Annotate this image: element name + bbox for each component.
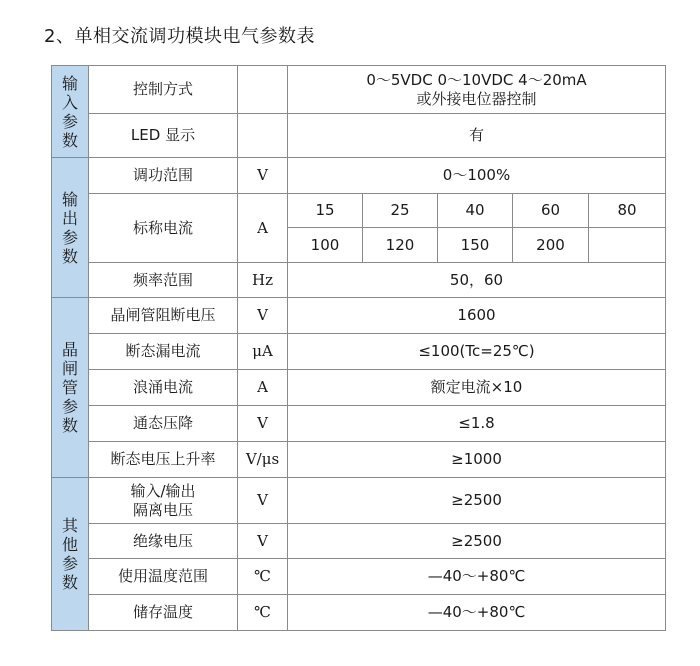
param-unit: V [238, 524, 288, 559]
param-unit: ℃ [238, 559, 288, 595]
param-value: ≥2500 [288, 478, 666, 524]
param-unit: A [238, 370, 288, 406]
current-value: 100 [288, 228, 363, 263]
param-value: 1600 [288, 298, 666, 334]
param-value: 0～100% [288, 158, 666, 194]
param-unit: ℃ [238, 595, 288, 631]
param-name: 标称电流 [89, 194, 238, 263]
param-unit: V [238, 478, 288, 524]
current-value: 15 [288, 194, 363, 228]
table-row [52, 406, 666, 442]
param-unit: V [238, 406, 288, 442]
current-value: 200 [513, 228, 589, 263]
group-scr: 晶闸管参数 [52, 298, 89, 478]
param-name: 断态漏电流 [89, 334, 238, 370]
param-unit: Hz [238, 263, 288, 298]
table-row [52, 114, 666, 158]
param-value: 50，60 [288, 263, 666, 298]
param-name: 断态电压上升率 [89, 442, 238, 478]
table-row [52, 442, 666, 478]
param-name: 调功范围 [89, 158, 238, 194]
group-input: 输入参数 [52, 66, 89, 158]
param-name: 绝缘电压 [89, 524, 238, 559]
param-value: 额定电流×10 [288, 370, 666, 406]
table-row [52, 478, 666, 524]
table-row [52, 66, 666, 114]
param-unit [238, 66, 288, 114]
table-row [52, 370, 666, 406]
param-unit: V [238, 158, 288, 194]
param-value: ≤1.8 [288, 406, 666, 442]
current-value: 80 [589, 194, 666, 228]
param-name: 晶闸管阻断电压 [89, 298, 238, 334]
param-value: ≥1000 [288, 442, 666, 478]
table-row [52, 263, 666, 298]
param-name: LED 显示 [89, 114, 238, 158]
table-row [52, 298, 666, 334]
param-name: 使用温度范围 [89, 559, 238, 595]
param-value: —40～+80℃ [288, 595, 666, 631]
param-unit: A [238, 194, 288, 263]
param-value: 0～5VDC 0～10VDC 4～20mA 或外接电位器控制 [288, 66, 666, 114]
param-name: 浪涌电流 [89, 370, 238, 406]
param-value: ≤100(Tc=25℃) [288, 334, 666, 370]
param-name: 频率范围 [89, 263, 238, 298]
current-value: 60 [513, 194, 589, 228]
param-name: 输入/输出 隔离电压 [89, 478, 238, 524]
group-output: 输出参数 [52, 158, 89, 298]
electrical-parameters-table [51, 65, 666, 631]
param-name: 储存温度 [89, 595, 238, 631]
param-unit: μA [238, 334, 288, 370]
table-row [52, 194, 666, 228]
param-value: —40～+80℃ [288, 559, 666, 595]
current-value: 150 [438, 228, 513, 263]
param-name: 控制方式 [89, 66, 238, 114]
table-row [52, 334, 666, 370]
param-unit: V/μs [238, 442, 288, 478]
current-value [589, 228, 666, 263]
page-title: 2、单相交流调功模块电气参数表 [44, 26, 315, 47]
current-value: 25 [363, 194, 438, 228]
table-row [52, 158, 666, 194]
current-value: 120 [363, 228, 438, 263]
param-value: ≥2500 [288, 524, 666, 559]
param-name: 通态压降 [89, 406, 238, 442]
param-value: 有 [288, 114, 666, 158]
param-unit [238, 114, 288, 158]
table-row [52, 524, 666, 559]
group-other: 其他参数 [52, 478, 89, 631]
param-unit: V [238, 298, 288, 334]
table-row [52, 559, 666, 595]
current-value: 40 [438, 194, 513, 228]
table-row [52, 595, 666, 631]
